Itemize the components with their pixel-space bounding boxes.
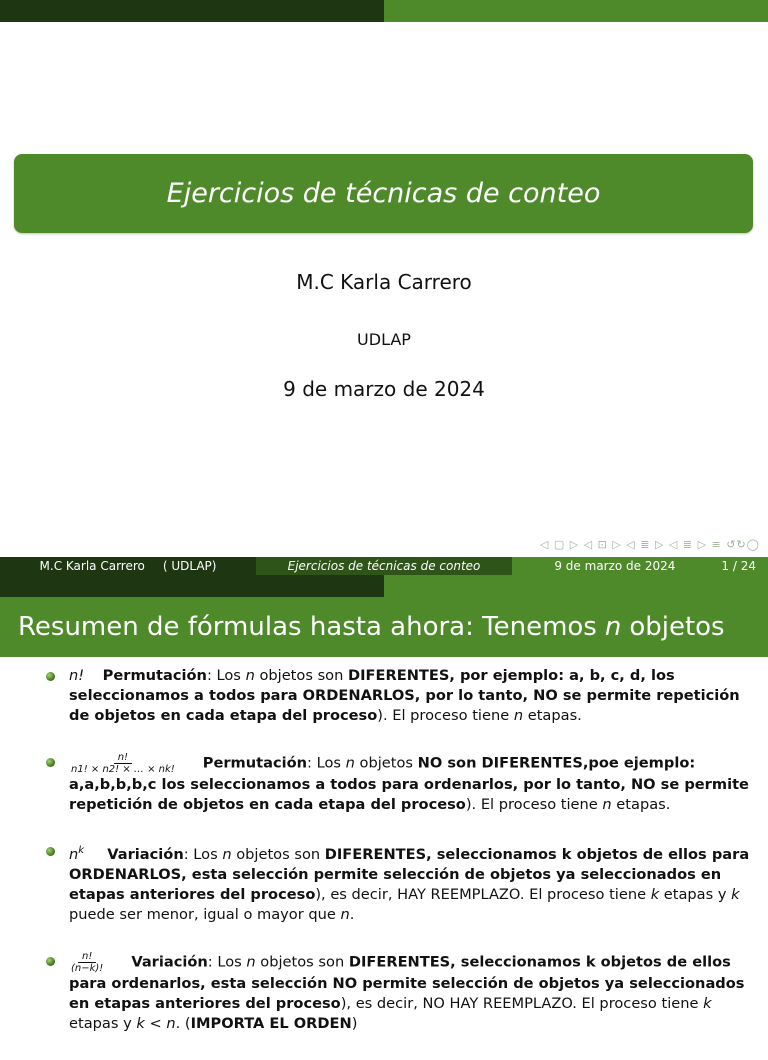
item-bold-text: DIFERENTES, por ejemplo: a, b, c, d, los seleccionamos a todos para ORDENARLOS, por lo tanto, NO se permite repetición de objetos en cada etapa del proceso bbox=[69, 667, 740, 724]
item-text: : Los bbox=[207, 953, 247, 971]
item-text: : Los bbox=[183, 845, 223, 863]
bullet-ball-icon bbox=[46, 672, 55, 681]
math-var: n bbox=[245, 667, 255, 684]
author-name: M.C Karla Carrero bbox=[296, 270, 472, 294]
item-text: . bbox=[349, 905, 355, 923]
item-text: objetos son bbox=[254, 667, 348, 684]
slide1-footer bbox=[0, 557, 768, 575]
item-text: etapas. bbox=[523, 707, 582, 724]
slide1-top-bar bbox=[0, 0, 768, 22]
item-bold-text: IMPORTA EL ORDEN bbox=[190, 1014, 352, 1032]
frame-title-variable: n bbox=[604, 612, 622, 642]
item-text: ), es decir, NO HAY REEMPLAZO. El proceso tiene bbox=[340, 994, 704, 1012]
top-bar-light bbox=[384, 575, 768, 597]
list-item bbox=[46, 752, 752, 815]
top-bar-dark bbox=[0, 575, 384, 597]
item-text: ). El proceso tiene bbox=[465, 796, 603, 813]
item-text: objetos bbox=[354, 754, 418, 772]
fraction-denominator: n1! × n2! × … × nk! bbox=[71, 764, 175, 775]
footer-author-block bbox=[0, 557, 256, 575]
formula-exponent: k bbox=[78, 845, 85, 856]
top-bar-dark bbox=[0, 0, 384, 22]
footer-title: Ejercicios de técnicas de conteo bbox=[287, 559, 481, 573]
institute: UDLAP bbox=[357, 330, 411, 349]
formula-base: n bbox=[69, 845, 79, 863]
math-var: k bbox=[731, 885, 740, 903]
footer-date-block bbox=[512, 557, 768, 575]
fraction-formula bbox=[69, 951, 105, 974]
footer-page-number: 1 / 24 bbox=[721, 559, 756, 573]
slide1-title-box bbox=[14, 154, 753, 233]
top-bar-light bbox=[384, 0, 768, 22]
math-var: k bbox=[650, 885, 660, 903]
footer-institute: ( UDLAP) bbox=[162, 559, 217, 573]
item-text: ). El proceso tiene bbox=[377, 707, 514, 724]
fraction-formula bbox=[69, 752, 177, 775]
math-var: n bbox=[340, 905, 350, 923]
math-var: n bbox=[222, 845, 232, 863]
bullet-ball-icon bbox=[46, 847, 55, 856]
math-var: k bbox=[703, 994, 712, 1012]
item-text: . ( bbox=[175, 1014, 191, 1032]
math-var: n bbox=[246, 953, 256, 971]
math-var: n bbox=[513, 707, 524, 724]
slide1-title: Ejercicios de técnicas de conteo bbox=[166, 178, 601, 209]
math-var: n bbox=[602, 796, 612, 813]
footer-date: 9 de marzo de 2024 bbox=[554, 559, 676, 573]
fraction-denominator: (n−k)! bbox=[71, 962, 104, 974]
frame-title-suffix: objetos bbox=[629, 612, 725, 642]
fraction-numerator: n! bbox=[78, 951, 96, 963]
formula-list bbox=[46, 666, 752, 1060]
item-label: Permutación bbox=[202, 754, 308, 772]
bullet-ball-icon bbox=[46, 957, 55, 966]
item-text: objetos son bbox=[255, 953, 349, 971]
list-item bbox=[46, 951, 752, 1034]
item-text: etapas y bbox=[69, 1014, 137, 1032]
item-text: etapas. bbox=[611, 796, 671, 813]
item-text: ), es decir, HAY REEMPLAZO. El proceso tiene bbox=[315, 885, 651, 903]
fraction-numerator: n! bbox=[114, 752, 132, 764]
item-label: Permutación bbox=[102, 667, 207, 684]
item-text: : Los bbox=[307, 754, 346, 772]
bullet-ball-icon bbox=[46, 758, 55, 767]
slide2-frame-title bbox=[0, 597, 768, 657]
item-text: puede ser menor, igual o mayor que bbox=[69, 905, 341, 923]
slide2-top-bar bbox=[0, 575, 768, 597]
beamer-navigation-icons[interactable]: ◁ ▢ ▷ ◁ ⊡ ▷ ◁ ≣ ▷ ◁ ≣ ▷ ≡ ↺↻◯ bbox=[539, 538, 760, 551]
item-bold-text: NO son DIFERENTES,poe ejemplo: a,a,b,b,b,c los seleccionamos a todos para ordenarlos, por lo tanto, NO se permite repetición de objetos en cada etapa del proceso bbox=[69, 754, 749, 813]
item-text: ) bbox=[351, 1014, 358, 1032]
math-var: n bbox=[345, 754, 355, 772]
math-var: k < n bbox=[136, 1014, 176, 1032]
item-label: Variación bbox=[107, 845, 184, 863]
frame-title-text: Resumen de fórmulas hasta ahora: Tenemos bbox=[18, 612, 597, 642]
item-label: Variación bbox=[131, 953, 208, 971]
formula: n! bbox=[69, 667, 85, 684]
item-text: : Los bbox=[206, 667, 246, 684]
list-item bbox=[46, 666, 752, 726]
item-bold-text: DIFERENTES, seleccionamos k objetos de ellos para ordenarlos, esta selección NO permite selección de objetos ya seleccionados en etapas anteriores del proceso bbox=[69, 953, 745, 1012]
footer-title-block bbox=[256, 557, 512, 575]
list-item bbox=[46, 841, 752, 925]
item-text: etapas y bbox=[659, 885, 732, 903]
item-bold-text: DIFERENTES, seleccionamos k objetos de ellos para ORDENARLOS, esta selección permite selección de objetos ya seleccionados en etapas anteriores del proceso bbox=[69, 845, 750, 903]
presentation-date: 9 de marzo de 2024 bbox=[283, 377, 485, 401]
item-text: objetos son bbox=[231, 845, 325, 863]
footer-author: M.C Karla Carrero bbox=[39, 559, 145, 573]
